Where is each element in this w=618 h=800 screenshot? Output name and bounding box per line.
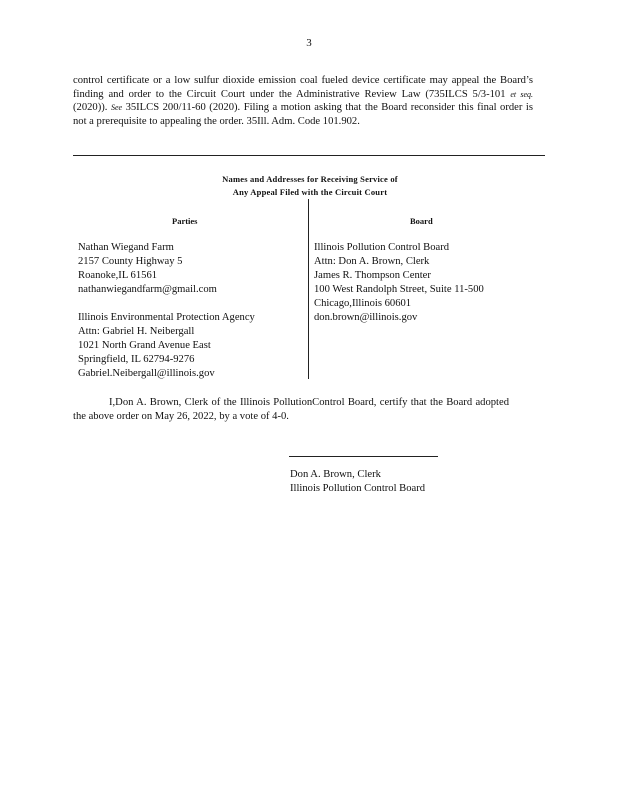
address-line: Chicago,Illinois 60601 <box>314 298 412 309</box>
address-line: Illinois Pollution Control Board <box>314 242 450 253</box>
address-line: 100 West Randolph Street, Suite 11-500 <box>314 284 484 295</box>
service-heading <box>150 173 470 199</box>
horizontal-rule <box>73 155 545 156</box>
board-title: Board <box>410 216 433 226</box>
address-line: Nathan Wiegand Farm <box>78 242 174 253</box>
service-heading-line2: Any Appeal Filed with the Circuit Court <box>232 187 388 197</box>
parties-title: Parties <box>172 216 198 226</box>
signature-block <box>290 468 425 496</box>
paragraph-see: See <box>110 103 123 113</box>
board-address <box>314 241 484 325</box>
address-line: Roanoke,IL 61561 <box>78 270 158 281</box>
email-line: Gabriel.Neibergall@illinois.gov <box>78 368 215 379</box>
party-iepa-address <box>78 311 255 381</box>
service-heading-line1: Names and Addresses for Receiving Service of <box>222 174 398 184</box>
clerk-certification: I,Don A. Brown, Clerk of the Illinois PollutionControl Board, certify that the Board adopted the above order on May 26, 2022, by a vote of 4-0. <box>73 397 509 422</box>
address-line: Attn: Gabriel H. Neibergall <box>78 326 195 337</box>
paragraph-text-b: (2020)). <box>73 102 108 114</box>
party-wiegand-address <box>78 241 217 297</box>
signer-organization: Illinois Pollution Control Board <box>290 483 426 494</box>
address-line: 2157 County Highway 5 <box>78 256 183 267</box>
address-line: James R. Thompson Center <box>314 270 431 281</box>
column-divider <box>308 199 309 379</box>
email-line: don.brown@illinois.gov <box>314 312 418 323</box>
email-line: nathanwiegandfarm@gmail.com <box>78 284 217 295</box>
address-line: Springfield, IL 62794-9276 <box>78 354 195 365</box>
appeal-paragraph <box>73 74 533 128</box>
paragraph-et-seq: et seq. <box>510 89 534 99</box>
paragraph-text-c: 35ILCS 200/11-60 (2020). Filing a motion asking that the Board reconsider this final order is not a prerequisite to appealing the order. 35Ill. Adm. Code 101.902. <box>73 102 533 127</box>
address-line: Illinois Environmental Protection Agency <box>78 312 255 323</box>
signer-name: Don A. Brown, Clerk <box>290 469 381 480</box>
paragraph-text-a: control certificate or a low sulfur dioxide emission coal fueled device certificate may appeal the Board’s finding and order to the Circuit Court under the Administrative Review Law (735ILCS 5/3-101 <box>73 75 533 100</box>
address-line: Attn: Don A. Brown, Clerk <box>314 256 430 267</box>
address-line: 1021 North Grand Avenue East <box>78 340 211 351</box>
signature-line <box>289 456 438 457</box>
page-number: 3 <box>306 37 312 49</box>
